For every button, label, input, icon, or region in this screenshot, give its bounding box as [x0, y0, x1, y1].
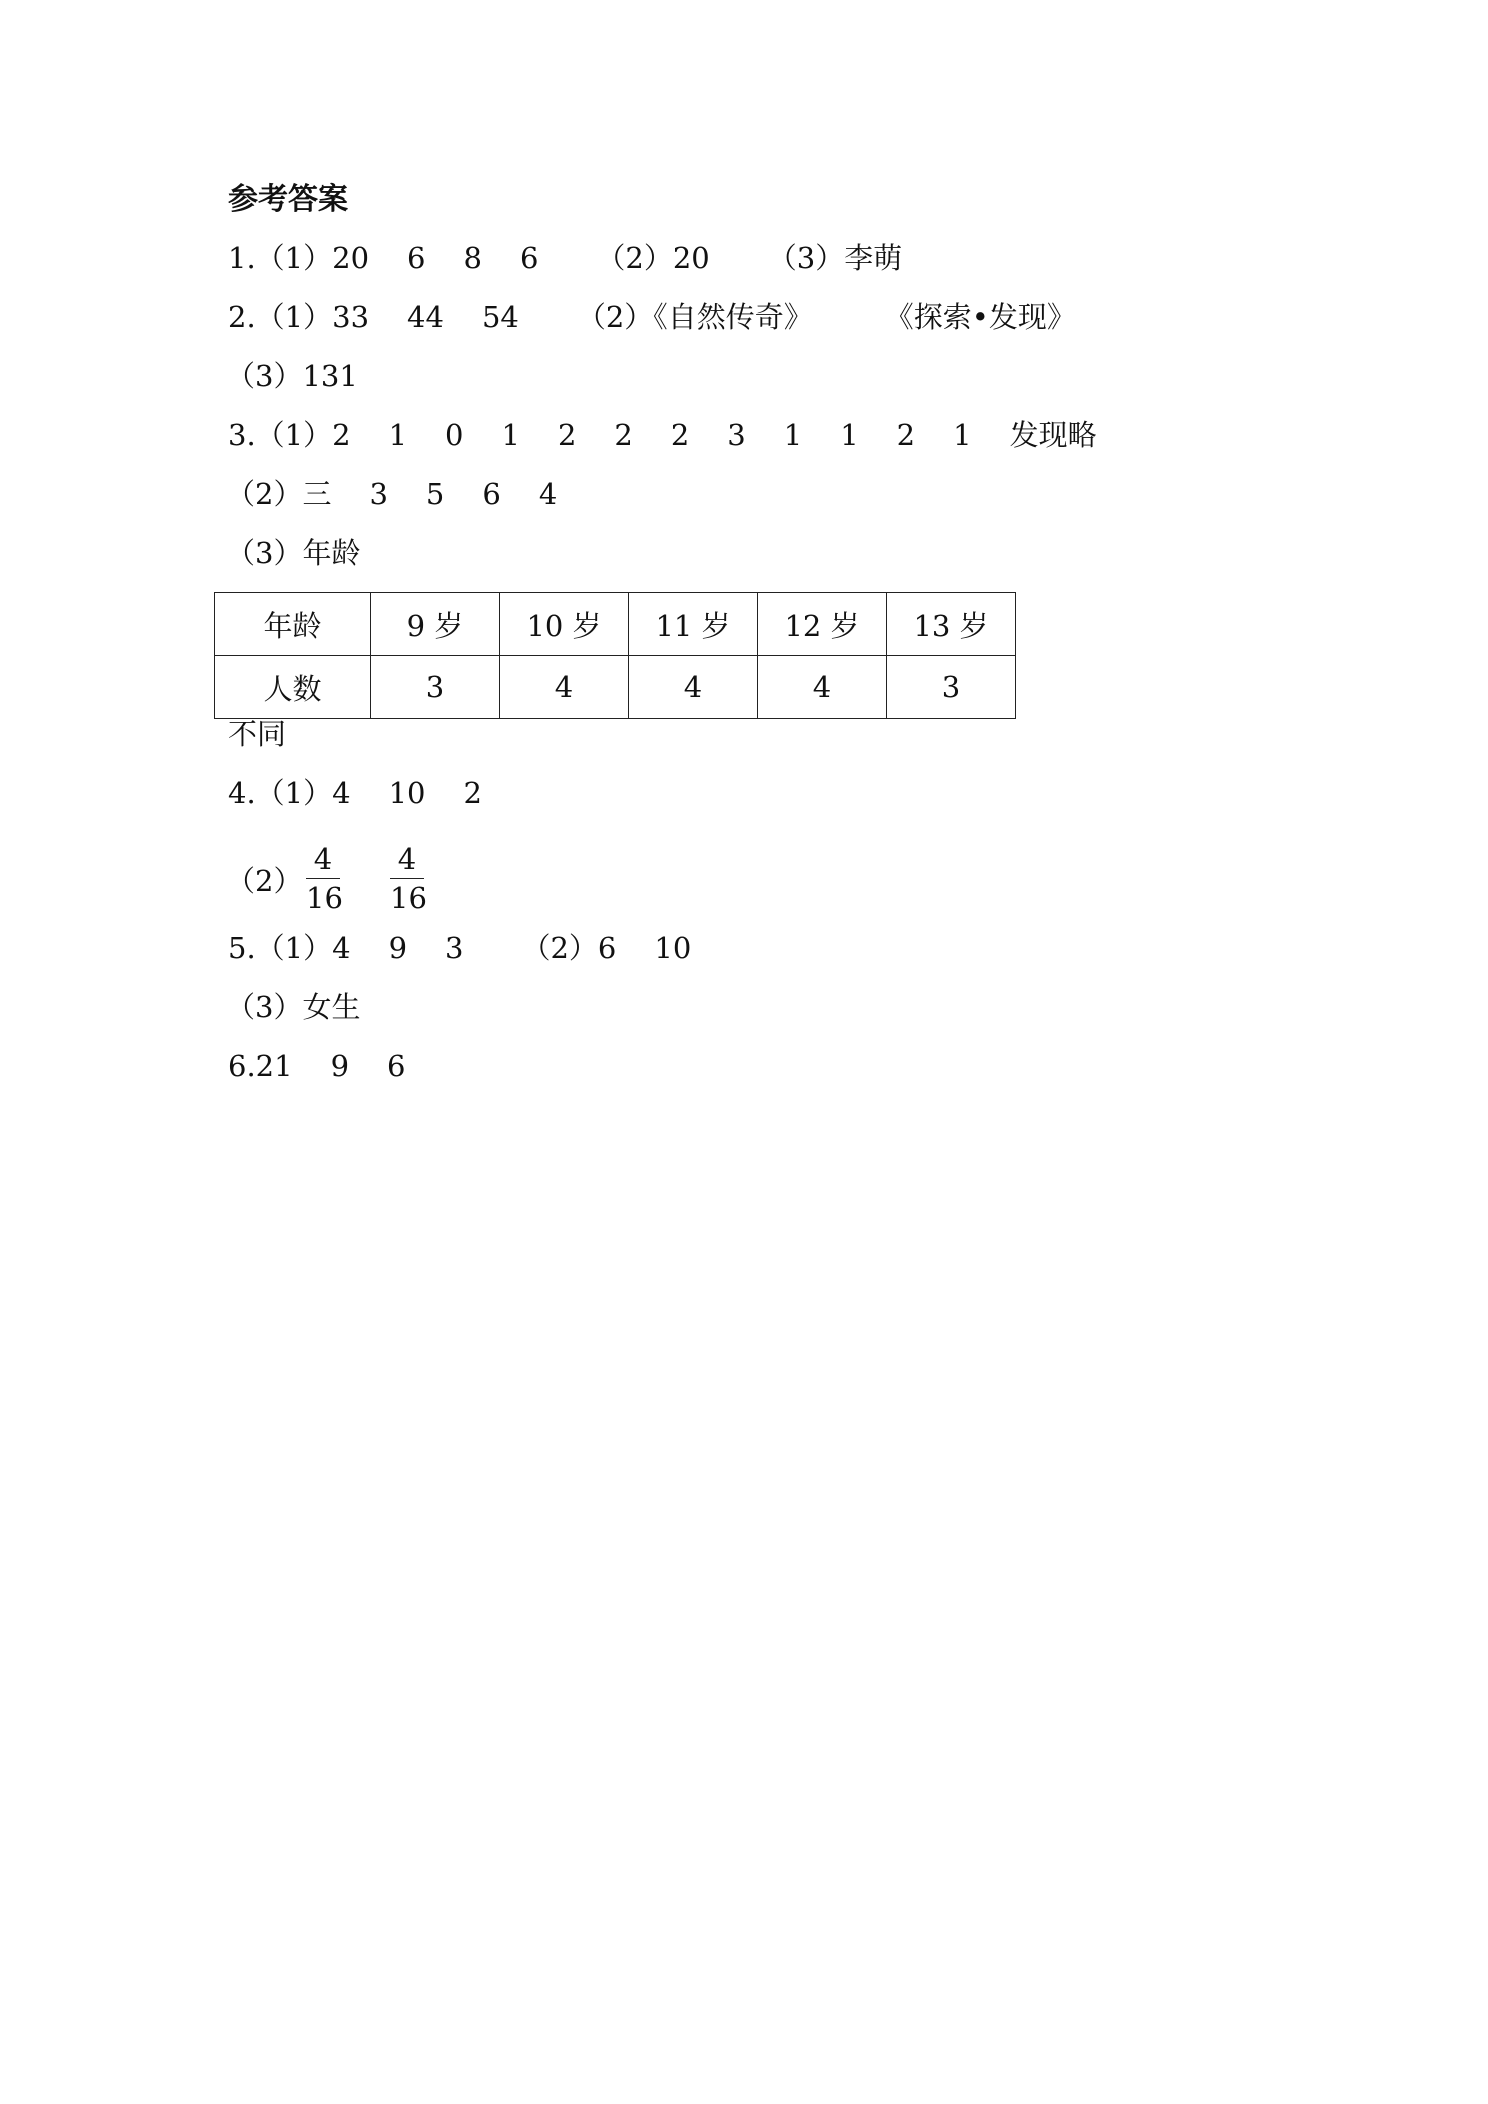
answer-5-value: 3: [445, 931, 464, 965]
answer-5-value: 10: [654, 931, 692, 965]
answer-6-value: 6: [387, 1049, 406, 1083]
answer-3-value: 1: [953, 418, 972, 452]
fraction: [390, 842, 427, 915]
table-cell: 10 岁: [500, 593, 629, 656]
answer-3-value: 6: [482, 477, 501, 511]
answer-1-value: 6: [407, 241, 426, 275]
answer-2-value: 54: [481, 300, 519, 334]
table-cell: 年龄: [215, 593, 371, 656]
answer-3-part-1: 3.（1）2: [228, 418, 351, 452]
answer-1: [228, 238, 902, 278]
answer-3-value: 2: [670, 418, 690, 452]
answer-3-value: 2: [557, 418, 577, 452]
answer-1-part-2: （2）20: [596, 241, 710, 275]
fraction-denominator: 16: [390, 881, 427, 915]
answer-3-part-3: （3）年龄: [226, 536, 361, 570]
answer-1-value: 6: [519, 241, 539, 275]
answer-6-part-1: 6.21: [228, 1049, 293, 1083]
answer-3-note: 发现略: [1009, 418, 1097, 452]
answer-3-value: 1: [783, 418, 803, 452]
answer-5: [228, 928, 691, 968]
answer-4-value: 2: [463, 776, 482, 810]
answer-2-value: 《探索•发现》: [884, 300, 1076, 334]
answer-3-value: 2: [614, 418, 633, 452]
answer-2-value: 44: [407, 300, 444, 334]
answer-1-part-3: （3）李萌: [767, 241, 903, 275]
table-cell: 4: [758, 656, 887, 719]
fraction: [306, 842, 343, 915]
answer-4-part-1: 4.（1）4: [228, 776, 351, 810]
answer-2-part-2: （2）《自然传奇》: [576, 300, 813, 334]
age-count-table: [214, 592, 1016, 719]
table-cell: 3: [887, 656, 1016, 719]
page-title: 参考答案: [228, 182, 348, 217]
table-row: [215, 593, 1016, 656]
table-cell: 13 岁: [887, 593, 1016, 656]
answer-5-part-1: 5.（1）4: [228, 931, 351, 965]
answer-3-value: 0: [445, 418, 464, 452]
answer-5-value: 9: [388, 931, 408, 965]
answer-3-value: 4: [538, 477, 558, 511]
answer-3-part-2: [226, 474, 557, 514]
answer-4-part-2-lead: （2）: [226, 864, 303, 898]
fraction-denominator: 16: [306, 881, 343, 915]
answer-3-value: 3: [727, 418, 746, 452]
table-cell: 人数: [215, 656, 371, 719]
table-cell: 4: [629, 656, 758, 719]
answer-2-part-1: 2.（1）33: [228, 300, 370, 334]
answer-1-value: 8: [463, 241, 482, 275]
answer-3-value: 5: [425, 477, 445, 511]
answer-3: [228, 415, 1097, 455]
answer-3-value: 1: [840, 418, 859, 452]
answer-3-value: 2: [896, 418, 916, 452]
answer-3-part-2-lead: （2）三: [226, 477, 332, 511]
fraction-numerator: 4: [390, 842, 424, 879]
table-cell: 12 岁: [758, 593, 887, 656]
answer-4-value: 10: [388, 776, 426, 810]
answer-3-value: 1: [388, 418, 408, 452]
table-cell: 4: [500, 656, 629, 719]
answer-3-value: 1: [501, 418, 520, 452]
answer-4: [228, 773, 482, 813]
table-cell: 9 岁: [371, 593, 500, 656]
answer-2: [228, 297, 1076, 337]
answer-3-value: 3: [369, 477, 388, 511]
table-cell: 11 岁: [629, 593, 758, 656]
answer-6-value: 9: [330, 1049, 350, 1083]
answer-3-conclusion: 不同: [228, 717, 287, 751]
answer-5-part-3: （3）女生: [226, 990, 361, 1024]
answer-5-part-2: （2）6: [521, 931, 617, 965]
fraction-numerator: 4: [306, 842, 340, 879]
answer-6: [228, 1046, 405, 1086]
table-row: [215, 656, 1016, 719]
answer-2-part-3: （3）131: [226, 359, 358, 393]
answer-1-part-1: 1.（1）20: [228, 241, 370, 275]
table-cell: 3: [371, 656, 500, 719]
